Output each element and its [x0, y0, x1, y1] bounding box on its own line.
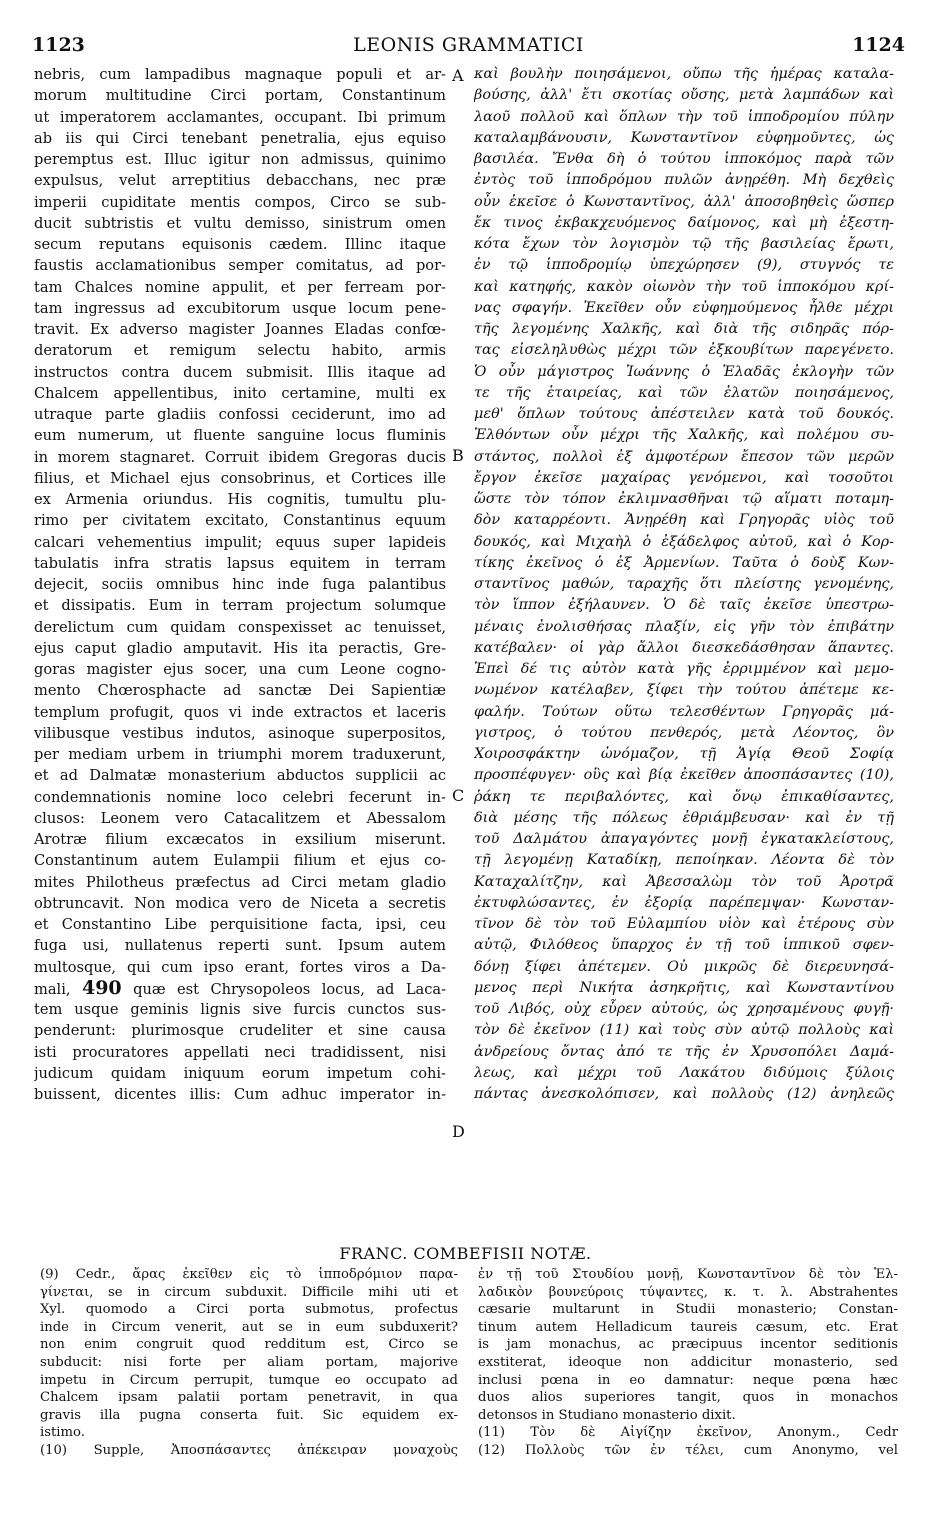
note-line: γίνεται, se in circum subduxit. Difficile mihi uti et: [40, 1284, 458, 1300]
latin-text-line: secum reputans equisonis cædem. Illinc itaque: [34, 236, 446, 253]
greek-text-line: τοῦ Δαλμάτου ἀπαγαγόντες μονῇ ἐγκατακλείστους,: [474, 831, 894, 847]
latin-text-line: templum profugit, quos vi inde extractos et laceris: [34, 703, 446, 721]
note-line: impetu in Circum perrupit, tumque eo occupato ad: [40, 1372, 458, 1388]
latin-text-line: nebris, cum lampadibus magnaque populi et ar-: [34, 66, 446, 83]
note-line: exstiterat, ideoque non addicitur monasterio, sed: [478, 1354, 898, 1370]
page-number-left: 1123: [32, 34, 85, 56]
note-line: λαδικὸν βουνεύροις τύψαντες, κ. τ. λ. Abstrahentes: [478, 1284, 898, 1300]
note-line: gravis illa pugna conserta fuit. Sic equidem ex-: [40, 1407, 458, 1423]
greek-text-line: ἐντὸς τοῦ ἱπποδρόμου πυλῶν ἀνῃρέθη. Μὴ δεχθεὶς: [474, 172, 894, 189]
note-line: inclusi pœna in eo damnatur: neque pœna hæc: [478, 1372, 898, 1388]
greek-text-line: τὸν ἵππον ἐξήλαυνεν. Ὁ δὲ ταῖς ἐκεῖσε ὑπεστρω-: [474, 597, 894, 614]
latin-text-line: [34, 978, 446, 999]
column-number: 490: [81, 977, 122, 999]
latin-text-line: goras magister ejus socer, una cum Leone cogno-: [34, 661, 446, 678]
note-line: duos alios superiores tangit, quos in monachos: [478, 1390, 898, 1406]
greek-text-column: [474, 64, 894, 1105]
running-header: [32, 34, 905, 60]
latin-text-line: Chalcem appellentibus, inito certamine, multi ex: [34, 384, 446, 402]
greek-text-line: τας εἰσεληλυθὼς μέχρι τῶν ἐξκουβίτων παρεγένετο.: [474, 342, 894, 359]
latin-text-line: tam Chalces nomine appulit, et per ferream por-: [34, 278, 446, 296]
latin-text-line: filius, et Michael ejus consobrinus, et Cortices ille: [34, 469, 446, 487]
greek-text-line: αὐτῷ, Φιλόθεος ὕπαρχος ἐν τῇ τοῦ ἱππικοῦ σφεν-: [474, 937, 894, 954]
latin-text-line: imperii cupiditate mentis compos, Circo se sub-: [34, 193, 446, 211]
latin-text-line: in morem stagnaret. Corruit ibidem Gregoras ducis: [34, 448, 446, 466]
note-line: istimo.: [40, 1425, 85, 1441]
greek-text-line: ἀνδρείους ὄντας ἀπό τε τῆς ἐν Χρυσοπόλει Δαμά-: [474, 1043, 894, 1060]
greek-text-line: μενος περὶ Νικήτα ἀσηκρῆτις, καὶ Κωνσταντίνου: [474, 979, 894, 996]
latin-text-line: et ad Dalmatæ monasterium abductos supplicii ac: [34, 767, 446, 785]
greek-text-line: νωμένον κατέλαβεν, ξίφει τὴν τούτου ἀπέτεμε κε-: [474, 682, 894, 699]
note-line: (10) Supple, Ἀποσπάσαντες ἀπέκειραν μοναχοὺς: [40, 1442, 458, 1458]
margin-marker-b: B: [452, 446, 464, 465]
greek-text-line: δόνῃ ξίφει ἀπέτεμεν. Οὐ μικρῶς δὲ διερευνησά-: [474, 958, 894, 975]
latin-text-line: dejecit, sociis omnibus hinc inde fuga palantibus: [34, 576, 446, 593]
greek-text-line: στάντος, πολλοὶ ἐξ ἀμφοτέρων ἔπεσον τῶν μερῶν: [474, 448, 894, 465]
latin-text-line: vilibusque vestibus indutos, asinoque superpositos,: [34, 724, 446, 742]
greek-text-line: πάντας ἀνεσκολόπισεν, καὶ πολλοὺς (12) ἀνηλεῶς: [474, 1086, 894, 1102]
greek-text-line: νας σφαγήν. Ἐκεῖθεν οὖν εὐφημούμενος ἦλθε μέχρι: [474, 299, 894, 316]
latin-text-line: mites Philotheus præfectus ad Circi metam gladio: [34, 873, 446, 891]
latin-text-line: tam ingressus ad excubitorum usque locum pene-: [34, 299, 446, 317]
latin-text-line: per mediam urbem in triumphi morem traduxerunt,: [34, 746, 446, 763]
note-line: detonsos in Studiano monasterio dixit.: [478, 1407, 736, 1423]
latin-text-line: et dissipatis. Eum in terram projectum solumque: [34, 597, 446, 615]
latin-text-line: peremptus est. Illuc igitur non admissus, quinimo: [34, 151, 446, 168]
latin-text-line: deratorum et remigum selectu habito, armis: [34, 342, 446, 360]
note-line: (9) Cedr., ἄρας ἐκεῖθεν εἰς τὸ ἱπποδρόμιον παρα-: [40, 1267, 458, 1282]
latin-text-line: ducit subtristis et vultu demisso, sinistrum omen: [34, 214, 446, 232]
note-line: is jam monachus, ac præcipuus incentor seditionis: [478, 1337, 898, 1353]
greek-text-line: βασιλέα. Ἔνθα δὴ ὁ τούτου ἱπποκόμος παρὰ τῶν: [474, 151, 894, 167]
latin-text-line: utraque parte gladiis confossi ceciderunt, imo ad: [34, 406, 446, 423]
latin-text-line: ab iis qui Circi tenebant penetralia, ejus equiso: [34, 129, 446, 147]
latin-text-line: judicum quidam iniquum eorum impetum cohi-: [34, 1064, 446, 1082]
latin-text-line: condemnationis nomine loco celebri fecerunt in-: [34, 788, 446, 806]
latin-text-line: eum numerum, ut fluente sanguine locus fluminis: [34, 427, 446, 445]
greek-text-line: σταντῖνος μαθών, ταραχῆς ὅτι πλείστης γενομένης,: [474, 576, 894, 592]
greek-text-line: καὶ βουλὴν ποιησάμενοι, οὔπω τῆς ἡμέρας καταλα-: [474, 66, 894, 82]
greek-text-line: γιστρος, ὁ τούτου πενθερός, μετὰ Λέοντος, ὃν: [474, 724, 894, 741]
note-line: inde in Circum venerit, aut se in eum subduxerit?: [40, 1319, 458, 1335]
greek-text-line: καταλαμβάνουσιν, Κωνσταντῖνον εὐφημοῦντες, ὡς: [474, 129, 894, 146]
note-line: subducit: nisi forte per aliam portam, majorive: [40, 1354, 458, 1370]
greek-text-line: τὸν δὲ ἐκεῖνον (11) καὶ τοὺς σὺν αὐτῷ πολλοὺς καὶ: [474, 1022, 894, 1039]
latin-text-column: [34, 64, 446, 1105]
greek-text-line: ἐν τῷ ἱπποδρομίῳ ὑπεχώρησεν (9), στυγνός τε: [474, 257, 894, 274]
latin-text-line: penderunt: plurimosque crudeliter et sine causa: [34, 1022, 446, 1040]
greek-text-line: καὶ κατηφής, κακὸν οἰωνὸν τὴν τοῦ ἱπποκόμου κρί-: [474, 278, 894, 295]
text-line-rest: quæ est Chrysopoleos locus, ad Laca-: [133, 980, 446, 998]
notes-right-column: [478, 1266, 898, 1460]
greek-text-line: τε τῆς ἑταιρείας, καὶ τῶν ἐλατῶν ποιησάμενος,: [474, 384, 894, 401]
latin-text-line: rimo per civitatem excitato, Constantinus equum: [34, 512, 446, 530]
greek-text-line: οὖν ἐκεῖσε ὁ Κωνσταντῖνος, ἀλλ' ἀποσοβηθεὶς ὥσπερ: [474, 193, 894, 210]
note-line: ἐν τῇ τοῦ Στουδίου μονῇ, Κωνσταντῖνον δὲ τὸν Ἑλ-: [478, 1267, 898, 1282]
greek-text-line: ῥάκη τε περιβαλόντες, καὶ ὄνῳ ἐπικαθίσαντες,: [474, 788, 894, 805]
latin-text-line: calcari vehementius impulit; equus super lapideis: [34, 533, 446, 551]
greek-text-line: ἐκτυφλώσαντες, ἐν ἐξορίᾳ παρέπεμψαν· Κωνσταν-: [474, 894, 894, 911]
greek-text-line: μεθ' ὅπλων τούτους ἀπέστειλεν κατὰ τοῦ δουκός.: [474, 406, 894, 422]
page-number-right: 1124: [852, 34, 905, 56]
latin-text-line: ex Armenia oriundus. His cognitis, tumultu plu-: [34, 491, 446, 508]
greek-text-line: τῆς λεγομένης Χαλκῆς, καὶ διὰ τῆς σιδηρᾶς πόρ-: [474, 321, 894, 337]
latin-text-line: tem usque geminis lignis sive furcis cunctos sus-: [34, 1001, 446, 1018]
greek-text-line: λαοῦ πολλοῦ καὶ ὅπλων τὴν τοῦ ἱπποδρομίου πύλην: [474, 108, 894, 125]
note-line: (11) Τὸν δὲ Αἰγίζην ἐκεῖνον, Anonym., Cedr: [478, 1425, 898, 1441]
greek-text-line: Ἐλθόντων οὖν μέχρι τῆς Χαλκῆς, καὶ πολέμου συ-: [474, 427, 894, 444]
greek-text-line: ὥστε τὸν τόπον ἐκλιμνασθῆναι τῷ αἵματι ποταμη-: [474, 491, 894, 507]
greek-text-line: φαλήν. Τούτων οὕτω τελεσθέντων Γρηγορᾶς μά-: [474, 703, 894, 720]
page-title: LEONIS GRAMMATICI: [353, 34, 584, 56]
latin-text-line: expulsus, velut arreptitius debacchans, nec præ: [34, 172, 446, 190]
latin-text-line: tabulatis infra stratis lapsus equitem in terram: [34, 554, 446, 572]
latin-text-line: ut imperatorem acclamantes, occupant. Ibi primum: [34, 108, 446, 126]
greek-text-line: κότα ἔχων τὸν λογισμὸν τῷ τῆς βασιλείας ἔρωτι,: [474, 236, 894, 252]
note-line: Chalcem ipsam palatii portam penetravit, in qua: [40, 1390, 458, 1406]
greek-text-line: Καταχαλίτζην, καὶ Ἀβεσσαλὼμ τὸν τοῦ Ἀροτρᾶ: [474, 873, 894, 890]
latin-text-line: morum multitudine Circi portam, Constantinum: [34, 87, 446, 105]
greek-text-line: τοῦ Λιβός, οὐχ εὗρεν αὐτούς, ὡς χρησαμένους φυγῇ·: [474, 1001, 894, 1017]
note-line: (12) Πολλοὺς τῶν ἐν τέλει, cum Anonymo, vel: [478, 1442, 898, 1458]
greek-text-line: Ὁ οὖν μάγιστρος Ἰωάννης ὁ Ἑλαδᾶς ἐκλογὴν τῶν: [474, 363, 894, 380]
latin-text-line: travit. Ex adverso magister Joannes Eladas confœ-: [34, 321, 446, 338]
greek-text-line: δὸν καταρρέοντι. Ἀνῃρέθη καὶ Γρηγορᾶς υἱὸς τοῦ: [474, 512, 894, 529]
margin-marker-a: A: [452, 66, 464, 85]
latin-text-line: obtruncavit. Non modica vero de Niceta a secretis: [34, 894, 446, 912]
latin-text-line: clusos: Leonem vero Catacalitzem et Abessalom: [34, 809, 446, 827]
latin-text-line: mento Chœrosphacte ad sanctæ Dei Sapientiæ: [34, 682, 446, 700]
greek-text-line: ἔργον ἐκεῖσε μαχαίρας γενόμενοι, καὶ τοσοῦτοι: [474, 469, 894, 486]
notes-left-column: [40, 1266, 458, 1460]
latin-text-line: buissent, dicentes illis: Cum adhuc imperator in-: [34, 1086, 446, 1103]
latin-text-line: derelictum cum quidam conspexisset ac tenuisset,: [34, 618, 446, 636]
note-line: non enim congruit quod redditum est, Circo se: [40, 1337, 458, 1353]
greek-text-line: προσπέφυγεν· οὓς καὶ βίᾳ ἐκεῖθεν ἀποσπάσαντες (10),: [474, 767, 894, 784]
greek-text-line: βούσης, ἀλλ' ἔτι σκοτίας οὔσης, μετὰ λαμπάδων καὶ: [474, 87, 894, 104]
latin-text-line: faustis acclamationibus semper comitatus, ad por-: [34, 257, 446, 275]
note-line: Xyl. quomodo a Circi porta submotus, profectus: [40, 1302, 458, 1318]
text-line-prefix: mali,: [34, 980, 71, 998]
greek-text-line: λεως, καὶ μέχρι τοῦ Λακάτου διδύμοις ξύλοις: [474, 1064, 894, 1081]
greek-text-line: τίκης ἐκεῖνος ὁ ἐξ Ἀρμενίων. Ταῦτα ὁ δοὺξ Κων-: [474, 554, 894, 571]
greek-text-line: Χοιροσφάκτην ὠνόμαζον, τῇ Ἁγίᾳ Θεοῦ Σοφίᾳ: [474, 746, 894, 762]
latin-text-line: isti procuratores appellati neci tradidissent, nisi: [34, 1043, 446, 1061]
greek-text-line: τῖνον δὲ τὸν τοῦ Εὐλαμπίου υἱὸν καὶ ἑτέρους σὺν: [474, 916, 894, 932]
greek-text-line: ἔκ τινος ἐκβακχευόμενος δαίμονος, καὶ μὴ ἐξεστη-: [474, 214, 894, 231]
greek-text-line: κατέβαλεν· οἱ γὰρ ἄλλοι διεσκεδάσθησαν ἅπαντες.: [474, 639, 894, 656]
margin-marker-c: C: [452, 786, 465, 805]
greek-text-line: διὰ μέσης τῆς πόλεως ἐθριάμβευσαν· καὶ ἐν τῇ: [474, 809, 894, 826]
greek-text-line: τῇ λεγομένῃ Καταδίκῃ, πεποίηκαν. Λέοντα δὲ τὸν: [474, 852, 894, 869]
note-line: cæsarie multarunt in Studii monasterio; Constan-: [478, 1302, 898, 1318]
margin-marker-d: D: [452, 1122, 465, 1141]
latin-text-line: Constantinum autem Eulampii filium et ejus co-: [34, 852, 446, 870]
greek-text-line: δουκός, καὶ Μιχαὴλ ὁ ἐξάδελφος αὐτοῦ, καὶ ὁ Κορ-: [474, 533, 894, 550]
latin-text-line: ejus caput gladio amputavit. His ita peractis, Gre-: [34, 639, 446, 657]
greek-text-line: μέναις ἐνολισθήσας πλαξίν, εἰς γῆν τὸν ἐπιβάτην: [474, 618, 894, 635]
latin-text-line: fuga usi, nullatenus reperti sunt. Ipsum autem: [34, 937, 446, 955]
notes-heading: FRANC. COMBEFISII NOTÆ.: [339, 1244, 592, 1263]
latin-text-line: multosque, qui cum ipso erant, fortes viros a Da-: [34, 958, 446, 976]
latin-text-line: instructos contra ducem submisit. Illis itaque ad: [34, 363, 446, 381]
latin-text-line: et Constantino Libe perquisitione facta, ipsi, ceu: [34, 916, 446, 933]
note-line: tinum autem Helladicum taureis cæsum, etc. Erat: [478, 1319, 898, 1335]
latin-text-line: Arotræ filium excæcatos in exsilium miserunt.: [34, 831, 446, 848]
greek-text-line: Ἐπεὶ δέ τις αὐτὸν κατὰ γῆς ἐρριμμένον καὶ μεμο-: [474, 661, 894, 677]
